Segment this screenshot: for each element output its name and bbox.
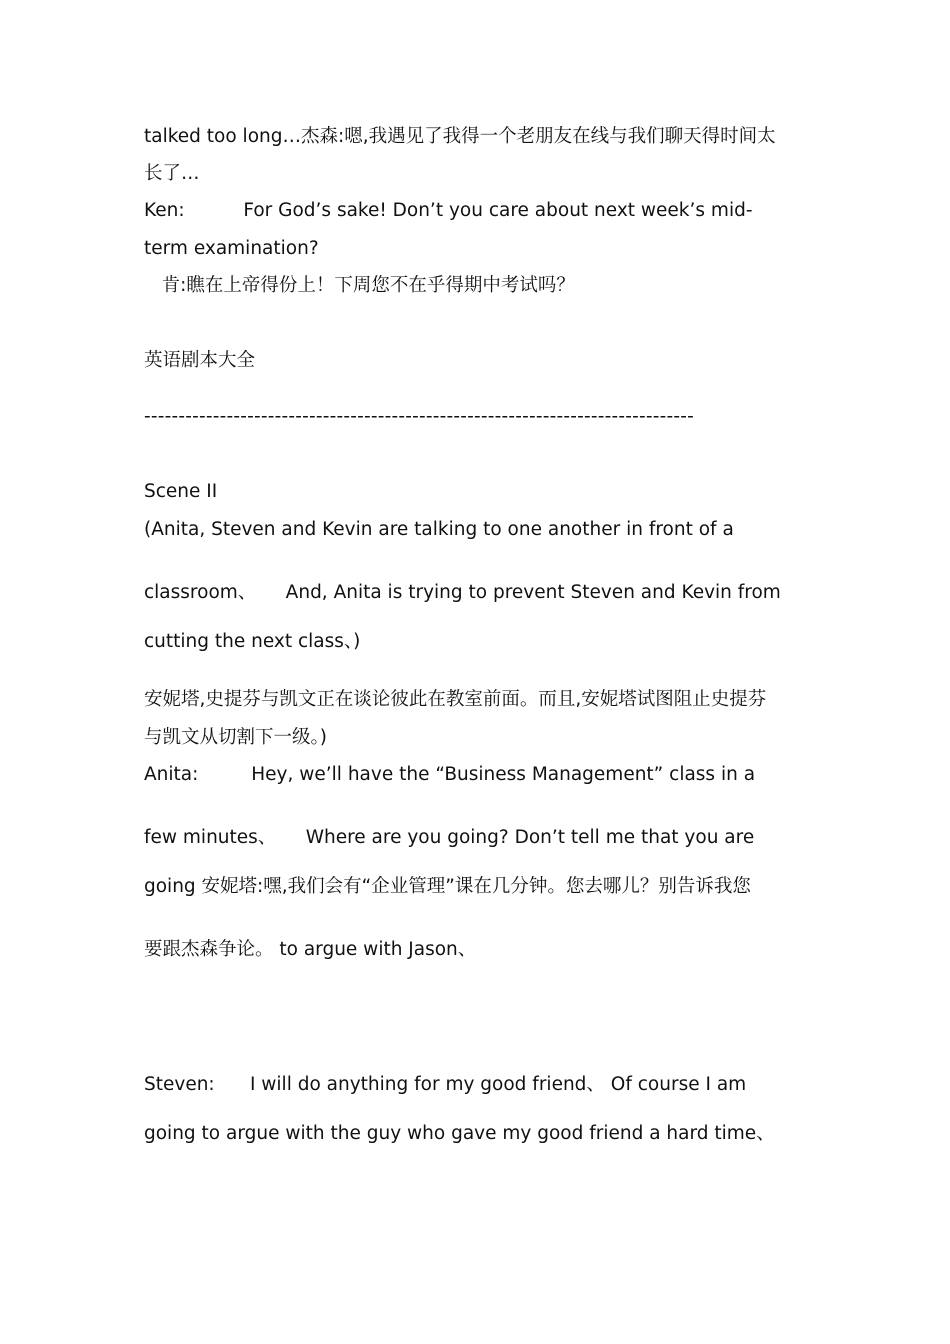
- text-line: 长了…: [144, 163, 200, 184]
- text-line: 安妮塔,史提芬与凯文正在谈论彼此在教室前面。而且,安妮塔试图阻止史提芬: [144, 689, 767, 710]
- text-line: 肯:瞧在上帝得份上！下周您不在乎得期中考试吗？: [144, 275, 575, 296]
- text-line: 要跟杰森争论。 to argue with Jason、: [144, 939, 477, 960]
- text-line: (Anita, Steven and Kevin are talking to one another in front of a: [144, 519, 734, 540]
- divider-line: --------------------------------------------------------------------------------: [144, 406, 695, 427]
- text-line: going 安妮塔:嘿,我们会有“企业管理”课在几分钟。您去哪儿？别告诉我您: [144, 876, 751, 897]
- text-line: term examination?: [144, 238, 319, 259]
- text-line: Steven: I will do anything for my good friend、 Of course I am: [144, 1074, 747, 1095]
- text-line: Anita: Hey, we’ll have the “Business Management” class in a: [144, 764, 756, 785]
- text-line: talked too long…杰森:嗯,我遇见了我得一个老朋友在线与我们聊天得时间太: [144, 126, 776, 147]
- scene-title: Scene II: [144, 481, 218, 502]
- text-line: cutting the next class、): [144, 631, 361, 652]
- text-line: 与凯文从切割下一级。): [144, 727, 327, 748]
- text-line: going to argue with the guy who gave my good friend a hard time、: [144, 1123, 775, 1144]
- text-line: Ken: For God’s sake! Don’t you care about next week’s mid-: [144, 200, 753, 221]
- text-line: few minutes、 Where are you going? Don’t tell me that you are: [144, 827, 755, 848]
- heading-line: 英语剧本大全: [144, 350, 256, 371]
- text-line: classroom、 And, Anita is trying to prevent Steven and Kevin from: [144, 582, 781, 603]
